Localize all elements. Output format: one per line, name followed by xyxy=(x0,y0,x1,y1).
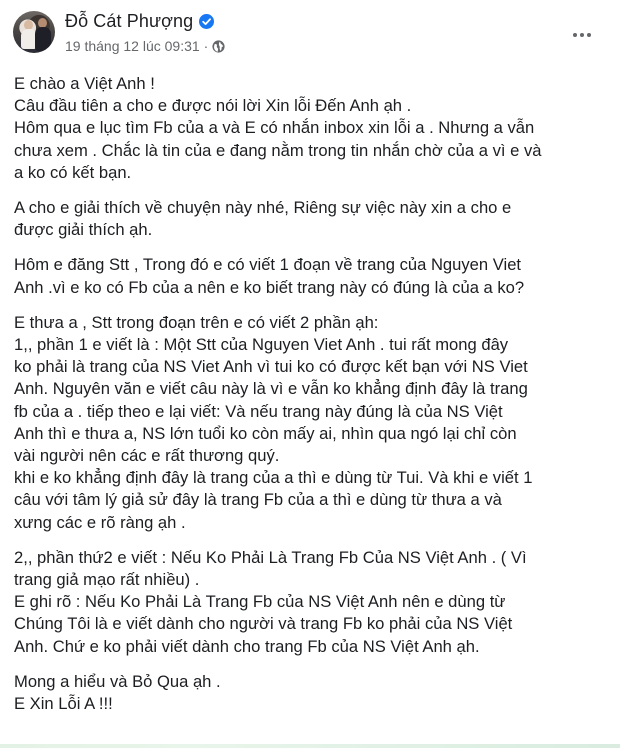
post-text-line: Anh. Chứ e ko phải viết dành cho trang Fb của NS Việt Anh ạh. xyxy=(14,636,480,656)
post-text-line: câu với tâm lý giả sử đây là trang Fb của a thì e dùng từ thưa a và xyxy=(14,490,502,510)
post-text-line: Anh. Nguyên văn e viết câu này là vì e vẫn ko khẳng định đây là trang xyxy=(14,379,528,399)
post-text-line: xưng các e rõ ràng ạh . xyxy=(14,512,186,532)
post-header xyxy=(0,0,620,62)
post-text-line: a ko có kết bạn. xyxy=(14,162,132,182)
post-paragraph xyxy=(14,197,614,241)
author-line xyxy=(65,11,214,32)
author-name-link[interactable]: Đỗ Cát Phượng xyxy=(65,11,194,31)
post-paragraph xyxy=(14,254,614,298)
post-text-line: fb của a . tiếp theo e lại viết: Và nếu trang này đúng là của NS Việt xyxy=(14,401,503,421)
post-paragraph xyxy=(14,73,614,184)
post-text-line: Câu đầu tiên a cho e được nói lời Xin lỗi Đến Anh ạh . xyxy=(14,96,412,116)
post-text-line: E ghi rõ : Nếu Ko Phải Là Trang Fb của NS Việt Anh nên e dùng từ xyxy=(14,592,506,612)
post-paragraph xyxy=(14,671,614,715)
post-paragraph xyxy=(14,312,614,534)
post-text-line: E Xin Lỗi A !!! xyxy=(14,694,113,714)
post-text-line: được giải thích ạh. xyxy=(14,220,153,240)
post-text-line: 2,, phần thứ2 e viết : Nếu Ko Phải Là Trang Fb Của NS Việt Anh . ( Vì xyxy=(14,547,527,567)
post-paragraph xyxy=(14,547,614,658)
post-text-line: ko phải là trang của NS Viet Anh vì tui ko có được kết bạn với NS Viet xyxy=(14,357,528,377)
post-text-line: 1,, phần 1 e viết là : Một Stt của Nguyen Viet Anh . tui rất mong đây xyxy=(14,335,509,355)
post-text-line: vài người nên các e rất thương quý. xyxy=(14,446,280,466)
meta-separator: · xyxy=(203,38,209,54)
more-horizontal-icon xyxy=(587,33,591,37)
post-text-line: E thưa a , Stt trong đoạn trên e có viết 2 phần ạh: xyxy=(14,312,379,332)
globe-icon[interactable] xyxy=(212,40,225,53)
avatar-photo-body-2 xyxy=(35,27,51,51)
post-text-line: A cho e giải thích về chuyện này nhé, Riêng sự việc này xin a cho e xyxy=(14,198,512,218)
post-text-line: Mong a hiểu và Bỏ Qua ạh . xyxy=(14,671,221,691)
post-timestamp-link[interactable]: 19 tháng 12 lúc 09:31 xyxy=(65,38,200,54)
post-footer-edge xyxy=(0,744,620,748)
post-text-line: trang giả mạo rất nhiều) . xyxy=(14,570,200,590)
more-options-button[interactable] xyxy=(566,27,598,43)
verified-badge-icon xyxy=(199,14,214,29)
post-text-line: Anh thì e thưa a, NS lớn tuổi ko còn mấy ai, nhìn qua ngó lại chỉ còn xyxy=(14,423,517,443)
post-text-line: Hôm e đăng Stt , Trong đó e có viết 1 đoạn về trang của Nguyen Viet xyxy=(14,255,522,275)
more-horizontal-icon xyxy=(580,33,584,37)
post-text-line: Chúng Tôi là e viết dành cho người và trang Fb ko phải của NS Việt xyxy=(14,614,513,634)
post-body xyxy=(14,73,614,728)
post-text-line: E chào a Việt Anh ! xyxy=(14,74,155,93)
post-text-line: chưa xem . Chắc là tin của e đang nằm trong tin nhắn chờ của a vì e và xyxy=(14,140,542,160)
author-avatar[interactable] xyxy=(13,11,55,53)
post-meta xyxy=(65,38,225,54)
post-text-line: Hôm qua e lục tìm Fb của a và E có nhắn inbox xin lỗi a . Nhưng a vẫn xyxy=(14,118,535,138)
more-horizontal-icon xyxy=(573,33,577,37)
post-text-line: khi e ko khẳng định đây là trang của a thì e dùng từ Tui. Và khi e viết 1 xyxy=(14,468,533,488)
post-text-line: Anh .vì e ko có Fb của a nên e ko biết trang này có đúng là của a ko? xyxy=(14,277,525,297)
